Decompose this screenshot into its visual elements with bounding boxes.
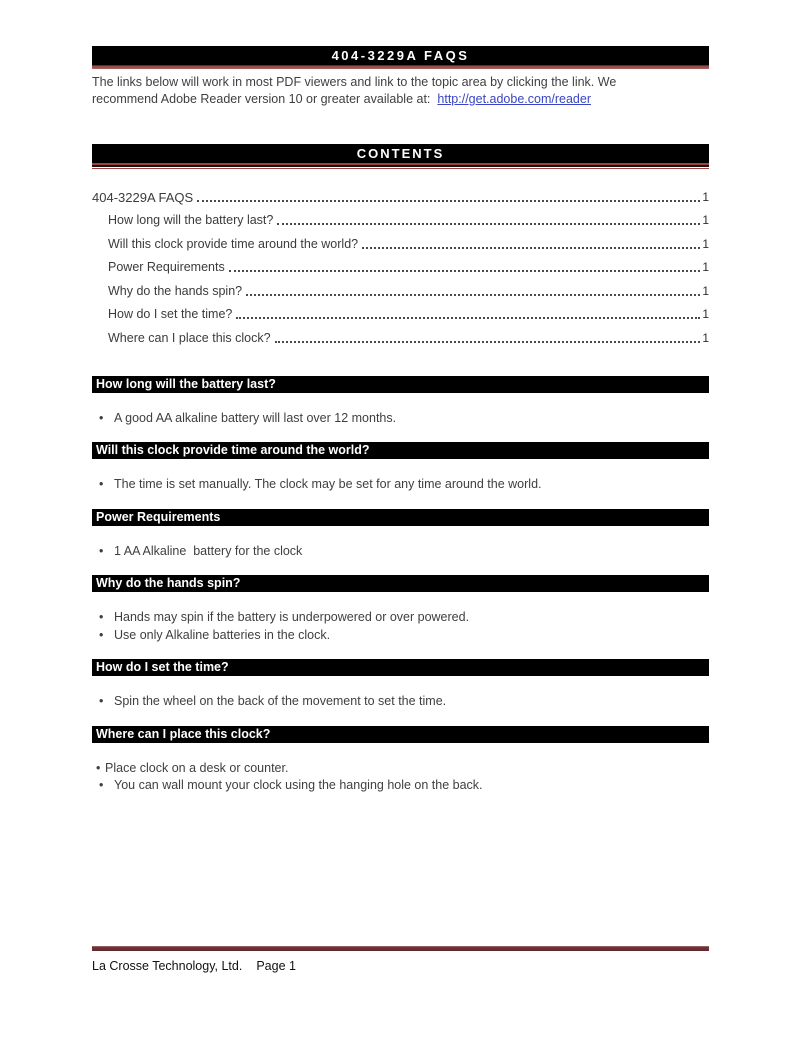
- faq-section: [92, 659, 709, 711]
- document-page: [92, 0, 709, 795]
- contents-accent-rule-thin: [92, 168, 709, 169]
- footer-accent-rule: [92, 946, 709, 951]
- toc-dotted-leader: [362, 247, 700, 249]
- section-body: [92, 410, 709, 428]
- toc-entry-label: 404-3229A FAQS: [92, 189, 194, 205]
- toc-dotted-leader: [197, 200, 700, 202]
- document-title-bar: 404-3229A FAQS: [92, 46, 709, 65]
- toc-entry[interactable]: [92, 228, 709, 252]
- toc-entry[interactable]: [92, 299, 709, 323]
- section-heading-bar: Why do the hands spin?: [92, 575, 709, 592]
- bullet-icon: •: [99, 694, 104, 708]
- footer-company: La Crosse Technology, Ltd.: [92, 959, 243, 973]
- bullet-icon: •: [99, 410, 104, 425]
- section-body: [92, 693, 709, 711]
- toc-entry[interactable]: [92, 181, 709, 205]
- toc-page-number: 1: [702, 213, 709, 227]
- toc-entry[interactable]: [92, 205, 709, 229]
- bullet-text: Use only Alkaline batteries in the clock.: [114, 627, 331, 642]
- bullet-item: [92, 543, 709, 561]
- toc-page-number: 1: [702, 236, 709, 251]
- faq-section: [92, 442, 709, 494]
- bullet-icon: •: [96, 760, 101, 775]
- bullet-icon: •: [99, 627, 104, 642]
- section-heading-bar: Will this clock provide time around the world?: [92, 442, 709, 459]
- intro-line2: recommend Adobe Reader version 10 or greater available at:: [92, 92, 431, 106]
- bullet-item: [92, 609, 709, 627]
- section-heading-bar: How do I set the time?: [92, 659, 709, 676]
- toc-entry-label: How do I set the time?: [108, 307, 233, 321]
- page-footer: [92, 946, 709, 973]
- section-body: [92, 760, 709, 795]
- toc-entry-label: How long will the battery last?: [108, 213, 274, 227]
- bullet-icon: •: [99, 778, 104, 792]
- bullet-item: [92, 476, 709, 494]
- toc-entry-label: Where can I place this clock?: [108, 330, 271, 345]
- toc-page-number: 1: [702, 307, 709, 321]
- toc-dotted-leader: [246, 294, 700, 296]
- toc-entry[interactable]: [92, 322, 709, 346]
- faq-section: [92, 509, 709, 561]
- toc-page-number: 1: [702, 330, 709, 345]
- bullet-text: The time is set manually. The clock may be set for any time around the world.: [114, 477, 542, 491]
- bullet-item: [92, 777, 709, 795]
- table-of-contents: [92, 181, 709, 346]
- footer-page-number: Page 1: [256, 959, 296, 973]
- contents-heading-bar: CONTENTS: [92, 144, 709, 163]
- faq-section: [92, 726, 709, 795]
- section-body: [92, 543, 709, 561]
- toc-page-number: 1: [702, 260, 709, 274]
- section-heading-bar: Where can I place this clock?: [92, 726, 709, 743]
- bullet-text: Place clock on a desk or counter.: [105, 760, 289, 775]
- section-heading-bar: Power Requirements: [92, 509, 709, 526]
- bullet-icon: •: [99, 477, 104, 491]
- bullet-item: [92, 410, 709, 428]
- bullet-item: [92, 760, 709, 778]
- title-accent-rule: [92, 65, 709, 69]
- toc-entry-label: Will this clock provide time around the world?: [108, 236, 359, 251]
- faq-section: [92, 575, 709, 644]
- bullet-item: [92, 693, 709, 711]
- section-heading-bar: How long will the battery last?: [92, 376, 709, 393]
- faq-section: [92, 376, 709, 428]
- toc-dotted-leader: [277, 223, 700, 225]
- bullet-icon: •: [99, 543, 104, 558]
- bullet-text: Spin the wheel on the back of the movement to set the time.: [114, 694, 447, 708]
- toc-dotted-leader: [275, 341, 701, 343]
- toc-dotted-leader: [236, 317, 700, 319]
- bullet-icon: •: [99, 610, 104, 624]
- toc-page-number: 1: [702, 283, 709, 298]
- bullet-item: [92, 627, 709, 645]
- intro-line1: The links below will work in most PDF viewers and link to the topic area by clicking the link. We: [92, 75, 617, 89]
- section-body: [92, 476, 709, 494]
- adobe-reader-link[interactable]: http://get.adobe.com/reader: [437, 92, 591, 106]
- bullet-text: You can wall mount your clock using the hanging hole on the back.: [114, 778, 483, 792]
- section-body: [92, 609, 709, 644]
- faq-sections: [92, 376, 709, 795]
- toc-entry-label: Why do the hands spin?: [108, 283, 243, 298]
- bullet-text: 1 AA Alkaline battery for the clock: [114, 543, 303, 558]
- toc-entry[interactable]: [92, 275, 709, 299]
- bullet-text: Hands may spin if the battery is underpowered or over powered.: [114, 610, 470, 624]
- toc-page-number: 1: [702, 189, 709, 204]
- toc-entry[interactable]: [92, 252, 709, 276]
- intro-paragraph: [92, 74, 709, 108]
- toc-dotted-leader: [229, 270, 701, 272]
- bullet-text: A good AA alkaline battery will last over 12 months.: [114, 410, 397, 425]
- toc-entry-label: Power Requirements: [108, 260, 225, 274]
